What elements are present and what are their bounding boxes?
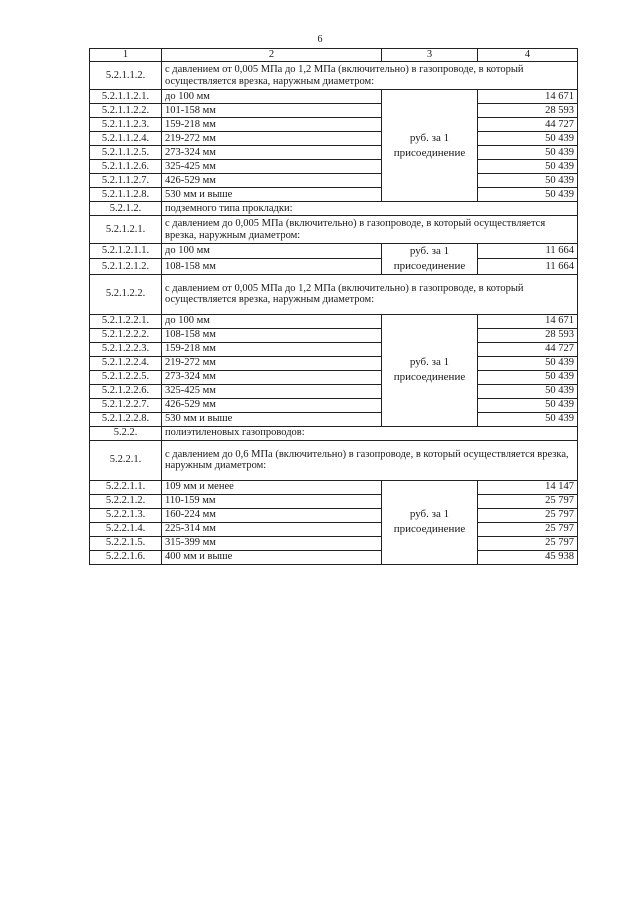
- row-code: 5.2.1.1.2.3.: [90, 118, 162, 132]
- table-row: [90, 398, 578, 412]
- row-price: 50 439: [478, 146, 578, 160]
- row-description: 273-324 мм: [162, 370, 382, 384]
- table-row: [90, 494, 578, 508]
- row-description: с давлением от 0,005 МПа до 1,2 МПа (включительно) в газопроводе, в который осуществляется врезка, наружным диаметром:: [162, 274, 578, 314]
- row-code: 5.2.2.1.: [90, 440, 162, 480]
- table-row: [90, 522, 578, 536]
- table-row: [90, 508, 578, 522]
- column-header-1: 1: [90, 49, 162, 62]
- table-section-row: [90, 426, 578, 440]
- table-header-row: [90, 49, 578, 62]
- row-code: 5.2.1.1.2.7.: [90, 174, 162, 188]
- table-row: [90, 328, 578, 342]
- table-row: [90, 356, 578, 370]
- row-description: 101-158 мм: [162, 104, 382, 118]
- page-number: 6: [317, 34, 323, 45]
- row-description: подземного типа прокладки:: [162, 202, 578, 216]
- row-description: 219-272 мм: [162, 132, 382, 146]
- row-price: 14 671: [478, 90, 578, 104]
- row-description: 219-272 мм: [162, 356, 382, 370]
- row-code: 5.2.2.1.3.: [90, 508, 162, 522]
- row-code: 5.2.1.1.2.5.: [90, 146, 162, 160]
- row-code: 5.2.1.2.2.8.: [90, 412, 162, 426]
- row-code: 5.2.1.2.2.5.: [90, 370, 162, 384]
- row-price: 25 797: [478, 522, 578, 536]
- row-code: 5.2.1.1.2.: [90, 62, 162, 90]
- table-row: [90, 160, 578, 174]
- row-price: 25 797: [478, 536, 578, 550]
- row-code: 5.2.1.2.2.: [90, 274, 162, 314]
- unit-line-1: руб. за 1: [409, 245, 450, 257]
- row-price: 50 439: [478, 398, 578, 412]
- row-code: 5.2.1.1.2.6.: [90, 160, 162, 174]
- row-code: 5.2.1.2.: [90, 202, 162, 216]
- column-header-2: 2: [162, 49, 382, 62]
- row-code: 5.2.2.: [90, 426, 162, 440]
- table-row: [90, 104, 578, 118]
- row-price: 50 439: [478, 412, 578, 426]
- row-price: 50 439: [478, 356, 578, 370]
- row-description: 225-314 мм: [162, 522, 382, 536]
- row-code: 5.2.1.2.2.2.: [90, 328, 162, 342]
- row-description: 110-159 мм: [162, 494, 382, 508]
- row-code: 5.2.2.1.5.: [90, 536, 162, 550]
- row-code: 5.2.2.1.2.: [90, 494, 162, 508]
- row-description: 400 мм и выше: [162, 550, 382, 564]
- row-description: 426-529 мм: [162, 174, 382, 188]
- row-description: 108-158 мм: [162, 259, 382, 274]
- row-price: 11 664: [478, 259, 578, 274]
- table-section-row: [90, 440, 578, 480]
- table-row: [90, 259, 578, 274]
- table-row: [90, 480, 578, 494]
- table-section-row: [90, 62, 578, 90]
- row-description: 108-158 мм: [162, 328, 382, 342]
- row-price: 44 727: [478, 342, 578, 356]
- table-row: [90, 384, 578, 398]
- row-code: 5.2.1.2.2.3.: [90, 342, 162, 356]
- table-row: [90, 174, 578, 188]
- row-price: 50 439: [478, 132, 578, 146]
- table-row: [90, 342, 578, 356]
- row-code: 5.2.1.1.2.8.: [90, 188, 162, 202]
- row-code: 5.2.1.2.2.4.: [90, 356, 162, 370]
- table-row: [90, 244, 578, 259]
- row-code: 5.2.1.1.2.1.: [90, 90, 162, 104]
- row-price: 50 439: [478, 188, 578, 202]
- row-price: 28 593: [478, 104, 578, 118]
- unit-cell: [382, 480, 478, 564]
- table-row: [90, 314, 578, 328]
- unit-line-2: присоединение: [393, 146, 466, 159]
- row-price: 45 938: [478, 550, 578, 564]
- row-description: до 100 мм: [162, 244, 382, 259]
- row-description: 273-324 мм: [162, 146, 382, 160]
- row-description: 160-224 мм: [162, 508, 382, 522]
- unit-line-2: присоединение: [393, 371, 466, 384]
- unit-line-1: руб. за 1: [409, 131, 450, 144]
- unit-line-1: руб. за 1: [409, 356, 450, 369]
- table-section-row: [90, 216, 578, 244]
- row-code: 5.2.2.1.6.: [90, 550, 162, 564]
- row-description: 315-399 мм: [162, 536, 382, 550]
- row-price: 14 147: [478, 480, 578, 494]
- unit-line-2: присоединение: [393, 259, 466, 272]
- unit-line-2: присоединение: [393, 523, 466, 536]
- row-price: 50 439: [478, 174, 578, 188]
- row-price: 25 797: [478, 494, 578, 508]
- row-code: 5.2.1.2.1.: [90, 216, 162, 244]
- row-price: 25 797: [478, 508, 578, 522]
- row-price: 11 664: [478, 244, 578, 259]
- row-code: 5.2.2.1.1.: [90, 480, 162, 494]
- row-description: до 100 мм: [162, 90, 382, 104]
- row-description: 159-218 мм: [162, 118, 382, 132]
- row-code: 5.2.1.2.1.2.: [90, 259, 162, 274]
- table-row: [90, 132, 578, 146]
- row-description: 109 мм и менее: [162, 480, 382, 494]
- row-description: с давлением от 0,005 МПа до 1,2 МПа (включительно) в газопроводе, в который осуществляется врезка, наружным диаметром:: [162, 62, 578, 90]
- row-price: 50 439: [478, 370, 578, 384]
- table-section-row: [90, 202, 578, 216]
- row-description: полиэтиленовых газопроводов:: [162, 426, 578, 440]
- table-row: [90, 90, 578, 104]
- table-row: [90, 118, 578, 132]
- unit-line-1: руб. за 1: [409, 508, 450, 521]
- row-code: 5.2.1.2.2.6.: [90, 384, 162, 398]
- table-row: [90, 370, 578, 384]
- row-description: до 100 мм: [162, 314, 382, 328]
- column-header-4: 4: [478, 49, 578, 62]
- table-row: [90, 188, 578, 202]
- row-price: 50 439: [478, 384, 578, 398]
- row-description: с давлением до 0,005 МПа (включительно) в газопроводе, в который осуществляется врезка, наружным диаметром:: [162, 216, 578, 244]
- row-description: 325-425 мм: [162, 160, 382, 174]
- row-description: с давлением до 0,6 МПа (включительно) в газопроводе, в который осуществляется врезка, наружным диаметром:: [162, 440, 578, 480]
- row-code: 5.2.1.1.2.2.: [90, 104, 162, 118]
- row-price: 44 727: [478, 118, 578, 132]
- row-price: 14 671: [478, 314, 578, 328]
- column-header-3: 3: [382, 49, 478, 62]
- row-code: 5.2.2.1.4.: [90, 522, 162, 536]
- table-section-row: [90, 274, 578, 314]
- row-description: 530 мм и выше: [162, 412, 382, 426]
- row-description: 530 мм и выше: [162, 188, 382, 202]
- row-description: 325-425 мм: [162, 384, 382, 398]
- row-description: 426-529 мм: [162, 398, 382, 412]
- row-code: 5.2.1.2.1.1.: [90, 244, 162, 259]
- table-row: [90, 536, 578, 550]
- row-code: 5.2.1.1.2.4.: [90, 132, 162, 146]
- table-row: [90, 412, 578, 426]
- tariff-table: [89, 48, 578, 565]
- row-price: 50 439: [478, 160, 578, 174]
- unit-cell: [382, 314, 478, 426]
- row-code: 5.2.1.2.2.1.: [90, 314, 162, 328]
- unit-cell: [382, 244, 478, 275]
- table-row: [90, 550, 578, 564]
- row-price: 28 593: [478, 328, 578, 342]
- unit-cell: [382, 90, 478, 202]
- table-row: [90, 146, 578, 160]
- row-description: 159-218 мм: [162, 342, 382, 356]
- row-code: 5.2.1.2.2.7.: [90, 398, 162, 412]
